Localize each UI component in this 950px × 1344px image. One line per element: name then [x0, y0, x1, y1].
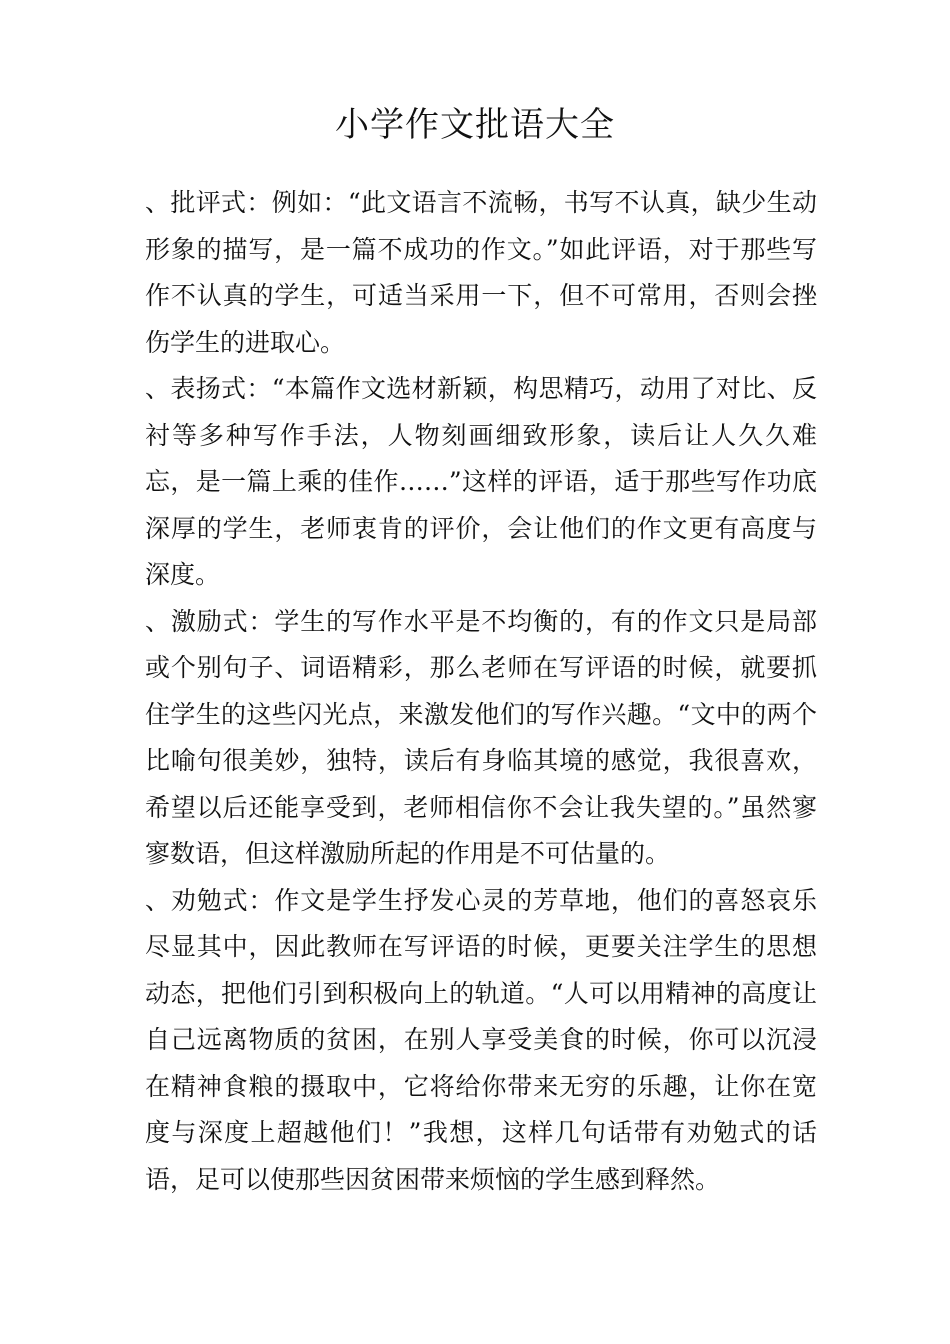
- paragraph-criticism: 、批评式：例如：“此文语言不流畅，书写不认真，缺少生动形象的描写，是一篇不成功的作文。”如此评语，对于那些写作不认真的学生，可适当采用一下，但不可常用，否则会挫伤学生的进取心。: [145, 188, 817, 357]
- document-title: 小学作文批语大全: [335, 105, 615, 145]
- paragraph-praise: 、表扬式：“本篇作文选材新颖，构思精巧，动用了对比、反衬等多种写作手法，人物刻画细致形象，读后让人久久难忘，是一篇上乘的佳作……”这样的评语，适于那些写作功底深厚的学生，老师衷肯的评价，会让他们的作文更有高度与深度。: [145, 374, 817, 589]
- paragraph-encouragement: 、激励式：学生的写作水平是不均衡的，有的作文只是局部或个别句子、词语精彩，那么老师在写评语的时候，就要抓住学生的这些闪光点，来激发他们的写作兴趣。“文中的两个比喻句很美妙，独特，读后有身临其境的感觉，我很喜欢，希望以后还能享受到，老师相信你不会让我失望的。”虽然寥寥数语，但这样激励所起的作用是不可估量的。: [145, 606, 817, 868]
- document-body: [145, 180, 817, 1203]
- paragraph-exhortation: 、劝勉式：作文是学生抒发心灵的芳草地，他们的喜怒哀乐尽显其中，因此教师在写评语的时候，更要关注学生的思想动态，把他们引到积极向上的轨道。“人可以用精神的高度让自己远离物质的贫困，在别人享受美食的时候，你可以沉浸在精神食粮的摄取中，它将给你带来无穷的乐趣，让你在宽度与深度上超越他们！”我想，这样几句话带有劝勉式的话语，足可以使那些因贫困带来烦恼的学生感到释然。: [145, 885, 817, 1194]
